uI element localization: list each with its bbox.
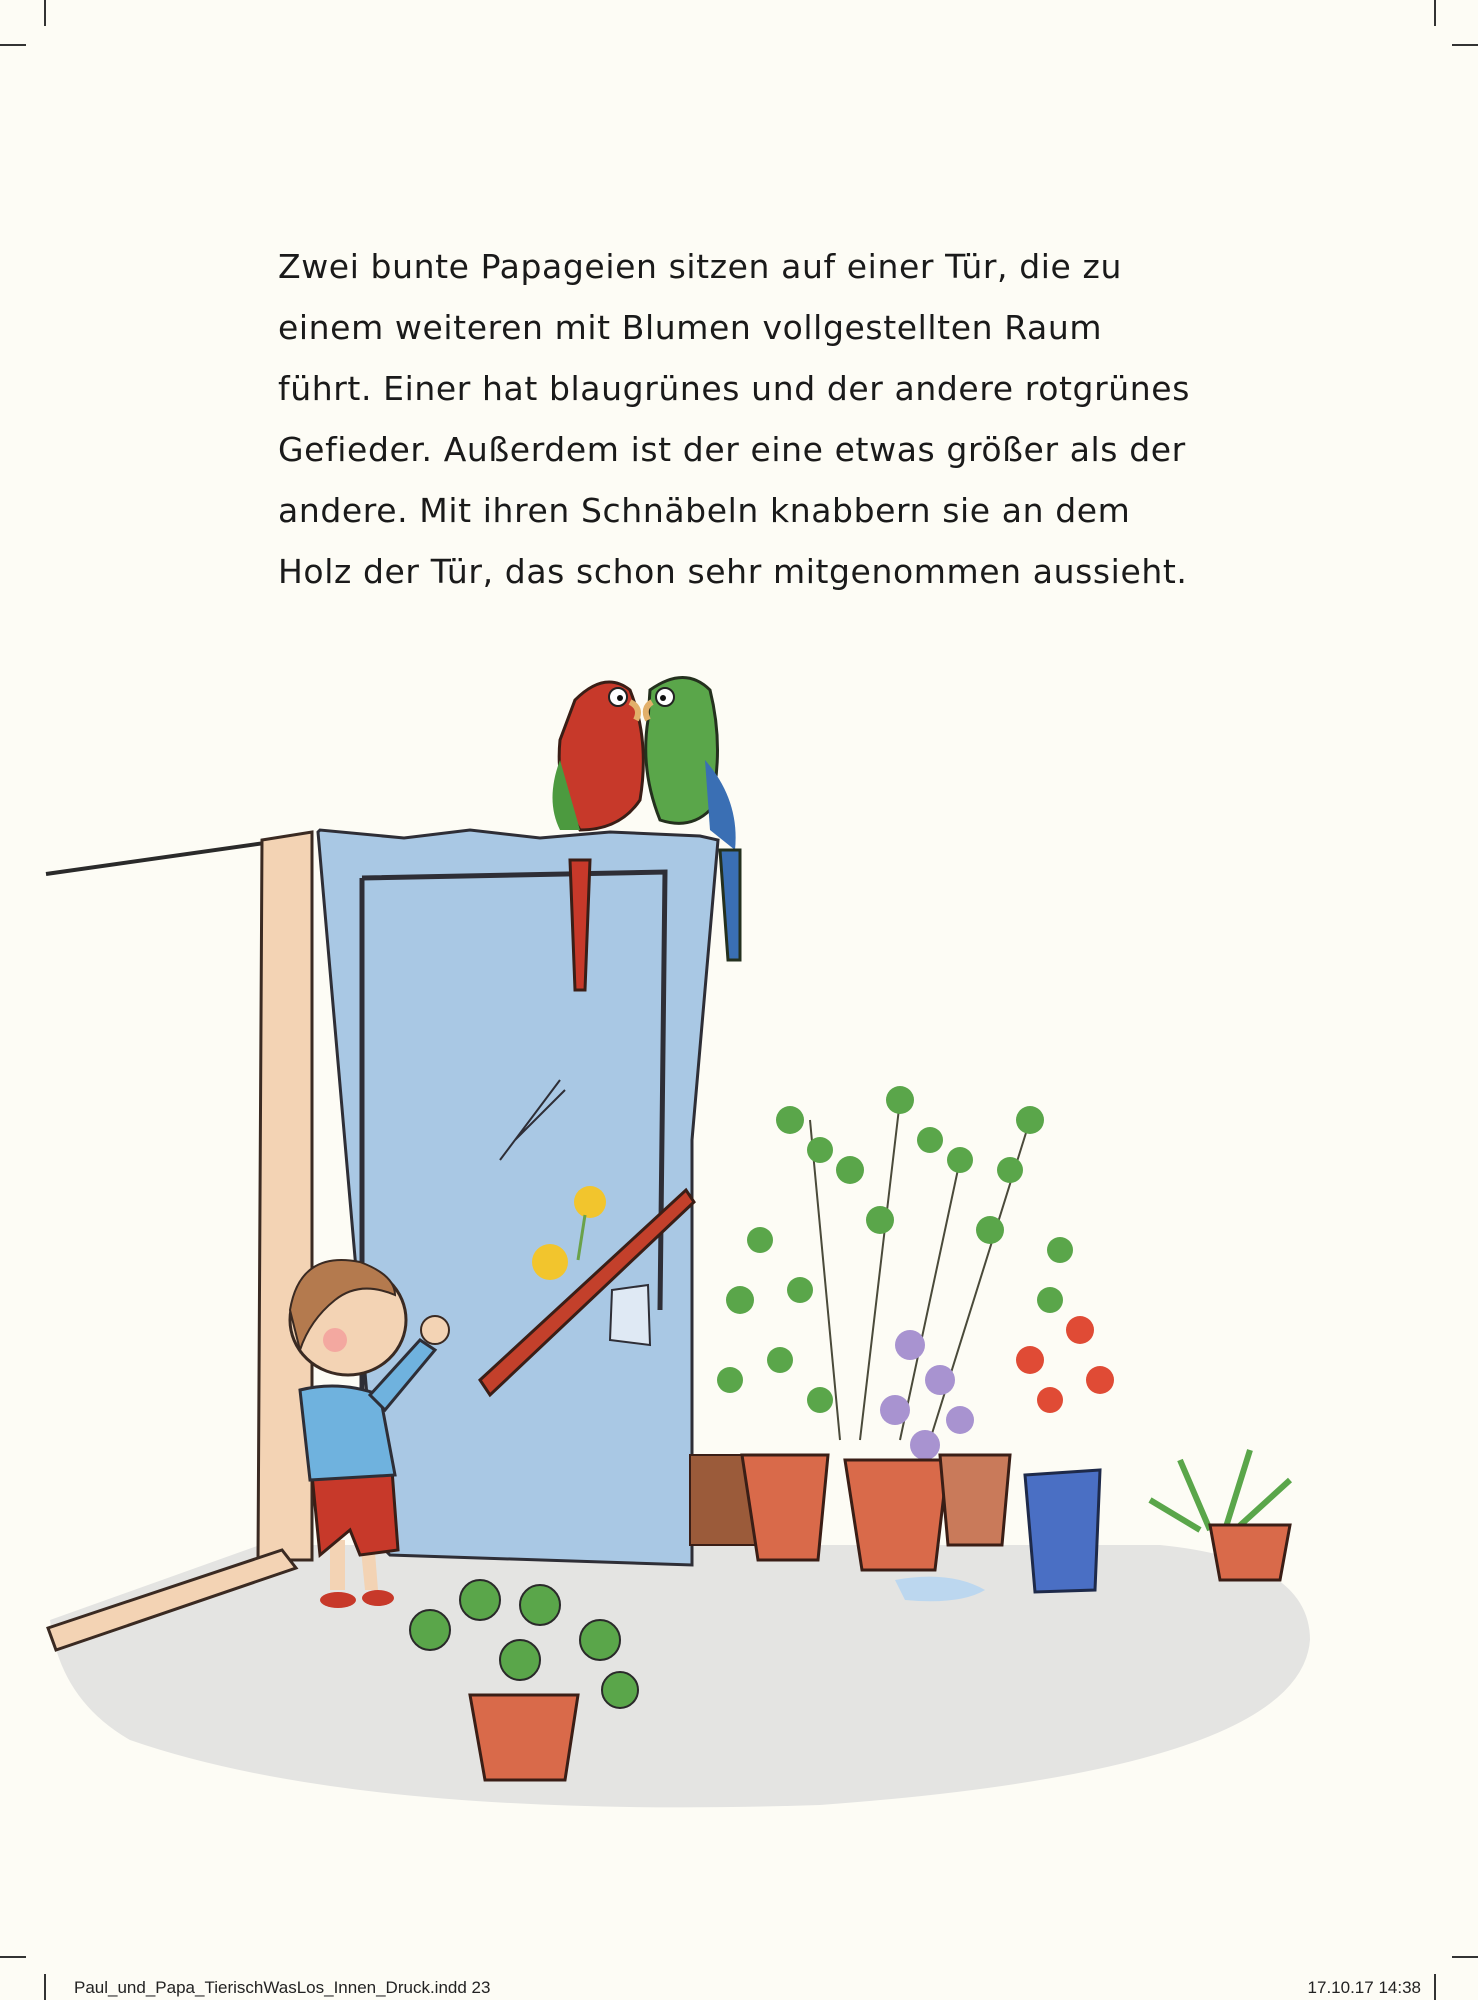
crop-mark-top-right-h <box>1452 44 1478 46</box>
flowers-red <box>1016 1316 1114 1413</box>
story-line: Gefieder. Außerdem ist der eine etwas größer als der <box>278 430 1186 469</box>
crop-mark-bottom-right-h <box>1452 1956 1478 1958</box>
flower-pot <box>470 1695 578 1780</box>
blue-pot <box>1025 1470 1100 1592</box>
footer-file-info: Paul_und_Papa_TierischWasLos_Innen_Druck.indd 23 <box>74 1978 491 1997</box>
story-line: führt. Einer hat blaugrünes und der andere rotgrünes <box>278 369 1190 408</box>
flowers-purple <box>880 1330 974 1460</box>
story-line: einem weiteren mit Blumen vollgestellten Raum <box>278 308 1103 347</box>
door-torn-paper <box>610 1285 650 1345</box>
story-paragraph <box>278 236 1238 602</box>
crop-mark-top-right-v <box>1434 0 1436 26</box>
parrots-door-illustration <box>0 640 1478 1820</box>
flower-pot <box>845 1460 948 1570</box>
flower-pot <box>940 1455 1010 1545</box>
crop-mark-top-left-h <box>0 44 26 46</box>
story-line: Zwei bunte Papageien sitzen auf einer Tür, die zu <box>278 247 1122 286</box>
boy-shorts <box>312 1470 398 1555</box>
crop-mark-top-left-v <box>44 0 46 26</box>
story-line: Holz der Tür, das schon sehr mitgenommen aussieht. <box>278 552 1188 591</box>
flower-pot <box>742 1455 828 1560</box>
crop-mark-bottom-left-h <box>0 1956 26 1958</box>
crop-mark-bottom-left-v <box>44 1974 46 2000</box>
footer-timestamp: 17.10.17 14:38 <box>1307 1978 1421 1997</box>
yellow-flower <box>574 1186 606 1218</box>
crop-mark-bottom-right-v <box>1434 1974 1436 2000</box>
door-frame <box>258 832 312 1560</box>
yellow-flower <box>532 1244 568 1280</box>
story-line: andere. Mit ihren Schnäbeln knabbern sie an dem <box>278 491 1131 530</box>
boy-leg <box>330 1540 345 1590</box>
plant-tall <box>717 1086 1073 1440</box>
